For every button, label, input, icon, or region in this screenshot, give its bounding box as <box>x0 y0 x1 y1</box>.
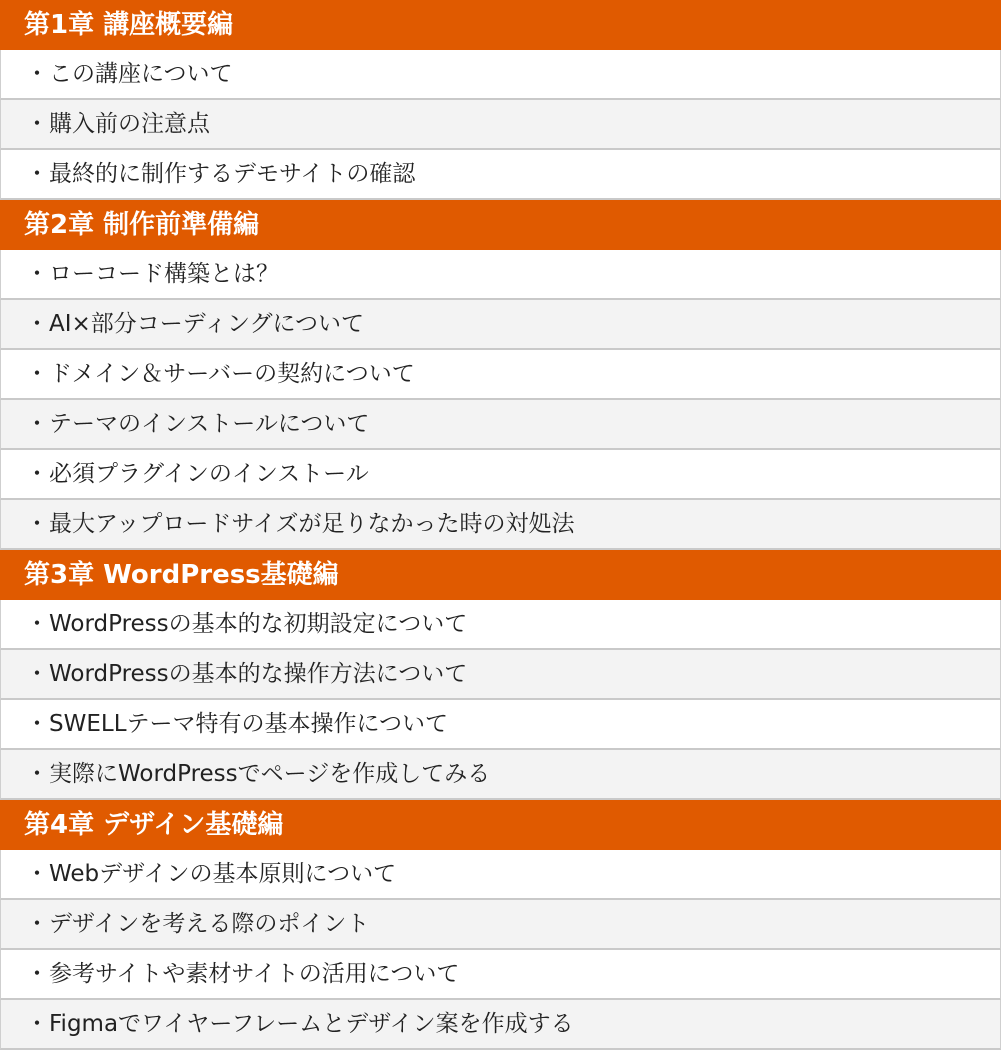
lesson-title: Figmaでワイヤーフレームとデザイン案を作成する <box>49 1011 574 1037</box>
lesson-row <box>0 450 1001 500</box>
lesson-title: テーマのインストールについて <box>49 411 370 437</box>
lesson-row <box>0 950 1001 1000</box>
bullet-mark: ・ <box>25 111 49 137</box>
lesson-title: 実際にWordPressでページを作成してみる <box>49 761 491 787</box>
lesson-row <box>0 300 1001 350</box>
bullet-mark: ・ <box>25 961 49 987</box>
bullet-mark: ・ <box>25 711 49 737</box>
bullet-mark: ・ <box>25 911 49 937</box>
lesson-row <box>0 900 1001 950</box>
bullet-mark: ・ <box>25 261 49 287</box>
lesson-row <box>0 100 1001 150</box>
lesson-row <box>0 1000 1001 1050</box>
lesson-row <box>0 700 1001 750</box>
lesson-title: WordPressの基本的な初期設定について <box>49 611 468 637</box>
lesson-title: 参考サイトや素材サイトの活用について <box>49 961 460 987</box>
lesson-row <box>0 250 1001 300</box>
bullet-mark: ・ <box>25 411 49 437</box>
lesson-row <box>0 850 1001 900</box>
lesson-title: 購入前の注意点 <box>49 111 210 137</box>
chapter-header-3: 第3章 WordPress基礎編 <box>0 550 1001 600</box>
bullet-mark: ・ <box>25 611 49 637</box>
bullet-mark: ・ <box>25 61 49 87</box>
lesson-title: 最大アップロードサイズが足りなかった時の対処法 <box>49 511 575 537</box>
bullet-mark: ・ <box>25 661 49 687</box>
lesson-title: AI×部分コーディングについて <box>49 311 365 337</box>
lesson-row <box>0 400 1001 450</box>
bullet-mark: ・ <box>25 461 49 487</box>
bullet-mark: ・ <box>25 511 49 537</box>
lesson-row <box>0 350 1001 400</box>
chapter-header-4: 第4章 デザイン基礎編 <box>0 800 1001 850</box>
lesson-title: 必須プラグインのインストール <box>49 461 369 487</box>
bullet-mark: ・ <box>25 361 49 387</box>
bullet-mark: ・ <box>25 161 49 187</box>
chapter-header-1: 第1章 講座概要編 <box>0 0 1001 50</box>
bullet-mark: ・ <box>25 1011 49 1037</box>
lesson-title: Webデザインの基本原則について <box>49 861 397 887</box>
lesson-title: 最終的に制作するデモサイトの確認 <box>49 161 416 187</box>
lesson-title: ローコード構築とは？ <box>49 261 279 287</box>
bullet-mark: ・ <box>25 761 49 787</box>
lesson-row <box>0 500 1001 550</box>
lesson-title: この講座について <box>49 61 233 87</box>
lesson-row <box>0 600 1001 650</box>
chapter-header-2: 第2章 制作前準備編 <box>0 200 1001 250</box>
lesson-title: デザインを考える際のポイント <box>49 911 370 937</box>
bullet-mark: ・ <box>25 861 49 887</box>
lesson-row <box>0 650 1001 700</box>
lesson-row <box>0 150 1001 200</box>
lesson-title: WordPressの基本的な操作方法について <box>49 661 468 687</box>
lesson-row <box>0 50 1001 100</box>
lesson-title: SWELLテーマ特有の基本操作について <box>49 711 449 737</box>
lesson-title: ドメイン＆サーバーの契約について <box>49 361 415 387</box>
bullet-mark: ・ <box>25 311 49 337</box>
lesson-row <box>0 750 1001 800</box>
